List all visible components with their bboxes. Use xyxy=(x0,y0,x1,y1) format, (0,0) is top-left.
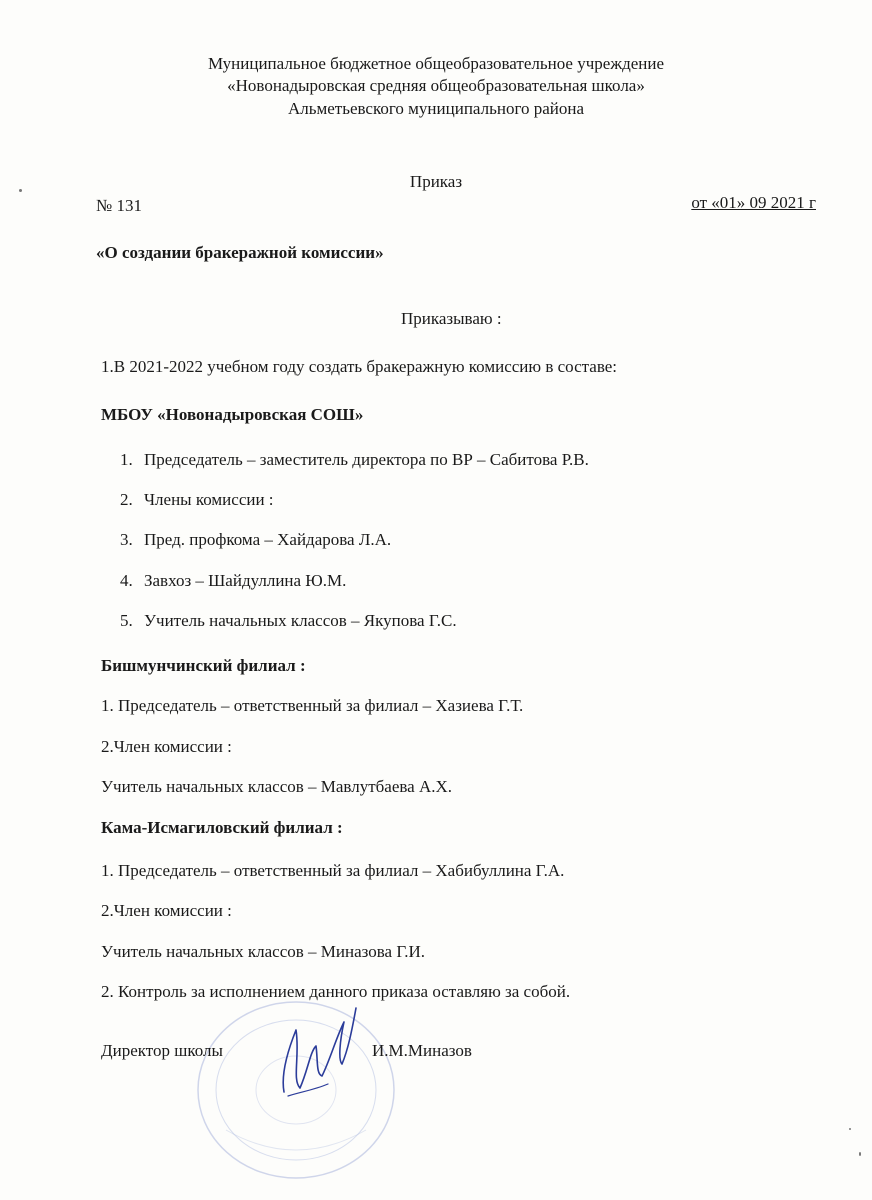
list-item-number: 3. xyxy=(120,530,133,549)
list-item-text: Члены комиссии : xyxy=(144,490,274,509)
scan-speck xyxy=(849,1128,851,1130)
school-header-line-1: Муниципальное бюджетное общеобразовательное учреждение xyxy=(207,54,665,73)
list-item-text: Пред. профкома – Хайдарова Л.А. xyxy=(144,530,392,549)
control-clause: 2. Контроль за исполнением данного приказа оставляю за собой. xyxy=(101,982,571,1001)
list-item xyxy=(120,571,347,591)
list-item xyxy=(120,450,589,470)
branch-1-member: Учитель начальных классов – Мавлутбаева А.Х. xyxy=(101,777,453,796)
order-title: Приказ xyxy=(409,172,463,191)
list-item-text: Председатель – заместитель директора по ВР – Сабитова Р.В. xyxy=(144,450,589,469)
signature-icon xyxy=(270,1000,370,1110)
branch-2-chair: 1. Председатель – ответственный за филиал – Хабибуллина Г.А. xyxy=(101,861,565,880)
signature-name: И.М.Миназов xyxy=(372,1041,472,1060)
signature-position: Директор школы xyxy=(101,1041,223,1060)
school-header-line-3: Альметьевского муниципального района xyxy=(287,99,585,118)
branch-2-member: Учитель начальных классов – Миназова Г.И. xyxy=(101,942,426,961)
list-item-number: 1. xyxy=(120,450,133,469)
item-1-text: 1.В 2021-2022 учебном году создать бракеражную комиссию в составе: xyxy=(101,357,618,376)
list-item xyxy=(120,530,392,550)
branch-1-chair: 1. Председатель – ответственный за филиал – Хазиева Г.Т. xyxy=(101,696,524,715)
order-number: № 131 xyxy=(96,196,142,215)
list-item xyxy=(120,490,274,510)
order-date: от «01» 09 2021 г xyxy=(691,193,816,212)
list-item-text: Завхоз – Шайдуллина Ю.М. xyxy=(144,571,347,590)
list-item xyxy=(120,611,457,631)
branch-1-title: Бишмунчинский филиал : xyxy=(101,656,306,675)
school-header-line-2: «Новонадыровская средняя общеобразовательная школа» xyxy=(227,76,645,95)
scan-speck xyxy=(859,1152,861,1156)
branch-2-member-label: 2.Член комиссии : xyxy=(101,901,232,920)
list-item-number: 5. xyxy=(120,611,133,630)
scan-speck xyxy=(19,189,22,192)
branch-1-member-label: 2.Член комиссии : xyxy=(101,737,232,756)
main-school-title: МБОУ «Новонадыровская СОШ» xyxy=(101,405,364,424)
order-subject: «О создании бракеражной комиссии» xyxy=(96,243,384,262)
decree-heading: Приказываю : xyxy=(401,309,502,328)
branch-2-title: Кама-Исмагиловский филиал : xyxy=(101,818,343,837)
list-item-number: 4. xyxy=(120,571,133,590)
list-item-text: Учитель начальных классов – Якупова Г.С. xyxy=(144,611,457,630)
list-item-number: 2. xyxy=(120,490,133,509)
